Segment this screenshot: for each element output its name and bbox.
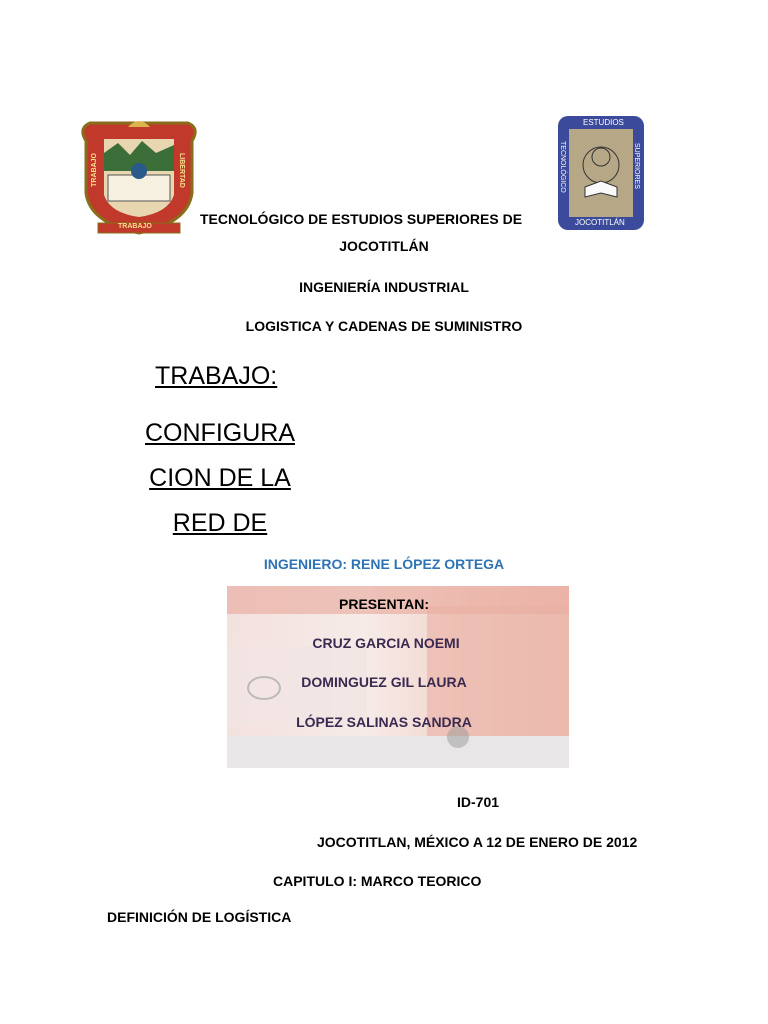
career-title: INGENIERÍA INDUSTRIAL [299,279,469,295]
work-label: TRABAJO: [155,362,278,390]
group-id: ID-701 [457,794,500,810]
shield-motto-left: TRABAJO [91,153,98,187]
seal-text-right: SUPERIORES [633,143,640,189]
tesjo-seal-logo [557,115,645,231]
presenter-name: DOMINGUEZ GIL LAURA [301,674,467,690]
presenters-label: PRESENTAN: [339,596,429,612]
section-title: DEFINICIÓN DE LOGÍSTICA [107,909,292,925]
institution-line-1: TECNOLÓGICO DE ESTUDIOS SUPERIORES DE [200,211,523,227]
subject-title: LOGISTICA Y CADENAS DE SUMINISTRO [245,318,523,334]
shield-motto-bottom: TRABAJO [118,223,152,230]
seal-text-left: TECNOLÓGICO [559,141,566,193]
work-title-line-2: CION DE LA [149,464,291,492]
chapter-title: CAPITULO I: MARCO TEORICO [273,873,482,889]
shield-motto-right: LIBERTAD [178,153,185,188]
engineer-name: INGENIERO: RENE LÓPEZ ORTEGA [263,556,505,572]
work-title-line-3: RED DE [172,509,268,537]
work-title-line-1: CONFIGURA [145,419,295,447]
seal-text-top: ESTUDIOS [583,118,624,127]
presenter-name: LÓPEZ SALINAS SANDRA [296,714,472,730]
presenter-name: CRUZ GARCIA NOEMI [312,635,460,651]
seal-text-bottom: JOCOTITLÁN [575,218,625,227]
estado-mexico-shield-logo [78,113,200,235]
institution-line-2: JOCOTITLÁN [339,238,429,254]
place-date: JOCOTITLAN, MÉXICO A 12 DE ENERO DE 2012 [317,834,638,850]
